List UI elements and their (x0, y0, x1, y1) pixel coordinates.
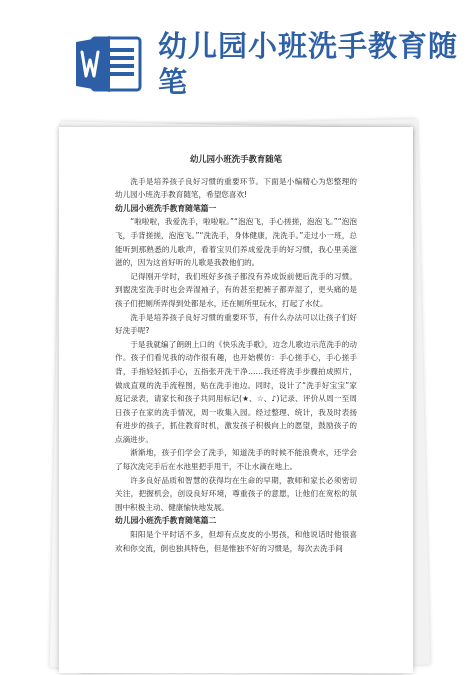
paragraph: 渐渐地，孩子们学会了洗手，知道洗手的时候不能浪费水，还学会了每次洗完手后在水池里把手甩干，不让水滴在地上。 (115, 448, 357, 472)
paragraph: 记得刚开学时，我们班好多孩子都没有养成饭前便后洗手的习惯。到盥洗室洗手时也会弄湿袖子，有的甚至把裤子都弄湿了，更头痛的是孩子们把厕所弄得到处都是水，还在厕所里玩水，打起了水仗。 (115, 271, 357, 308)
paragraph: 洗手是培养孩子良好习惯的重要环节。下面是小编精心为您整理的幼儿园小班洗手教育随笔，希望您喜欢! (115, 176, 357, 200)
paragraph: “啦啦啦，我爱洗手，啦啦啦。”“泡泡飞，手心搓搓，泡泡飞。”“泡泡飞，手背搓搓，泡泡飞。”“洗洗手，身体健康，洗洗手。”走过小一班，总能听到那熟悉的儿歌声，看着宝贝们养成爱洗手的好习惯，我心里美滋滋的，因为这首好听的儿歌是我教他们的。 (115, 217, 357, 268)
paragraph: 于是我就编了朗朗上口的《快乐洗手歌》，边念儿歌边示范洗手的动作。孩子们看见我的动作很有趣，也开始模仿：手心搓手心，手心搓手背，手指轻轻抓手心，五指张开洗干净……我还将洗手步骤拍成照片，做成直观的洗手流程图，贴在洗手池边。同时，设计了“洗手好宝宝”家庭记录表，请家长和孩子共同用标记(★、☆、♪)记录、评价从周一至周日孩子在家的洗手情况，周一收集入园。经过整理、统计，我及时表扬有进步的孩子，抓住教育时机，激发孩子积极向上的愿望，鼓励孩子的点滴进步。 (115, 339, 357, 444)
section-heading: 幼儿园小班洗手教育随笔篇一 (115, 203, 217, 213)
document-body (115, 141, 357, 555)
document-title: 幼儿园小班洗手教育随笔 (189, 154, 283, 164)
document-page (59, 127, 413, 673)
section-heading: 幼儿园小班洗手教育随笔篇二 (115, 516, 217, 526)
paragraph: 许多良好品质和智慧的获得均在生命的早期，教师和家长必须密切关注，把握机会，创设良好环境，尊重孩子的意愿，让他们在宽松的氛围中积极主动、健康愉快地发展。 (115, 475, 357, 512)
paragraph: 洗手是培养孩子良好习惯的重要环节，有什么办法可以让孩子们好好洗手呢? (115, 312, 357, 336)
word-document-icon (76, 34, 144, 94)
page-title: 幼儿园小班洗手教育随笔 (158, 29, 459, 99)
paragraph: 阳阳是个平时话不多，但却有点皮皮的小男孩，和他说话时他很喜欢和你交流，倒也独具特色，但是惟独不好的习惯是，每次去洗手间 (115, 530, 357, 553)
document-preview (55, 123, 417, 669)
